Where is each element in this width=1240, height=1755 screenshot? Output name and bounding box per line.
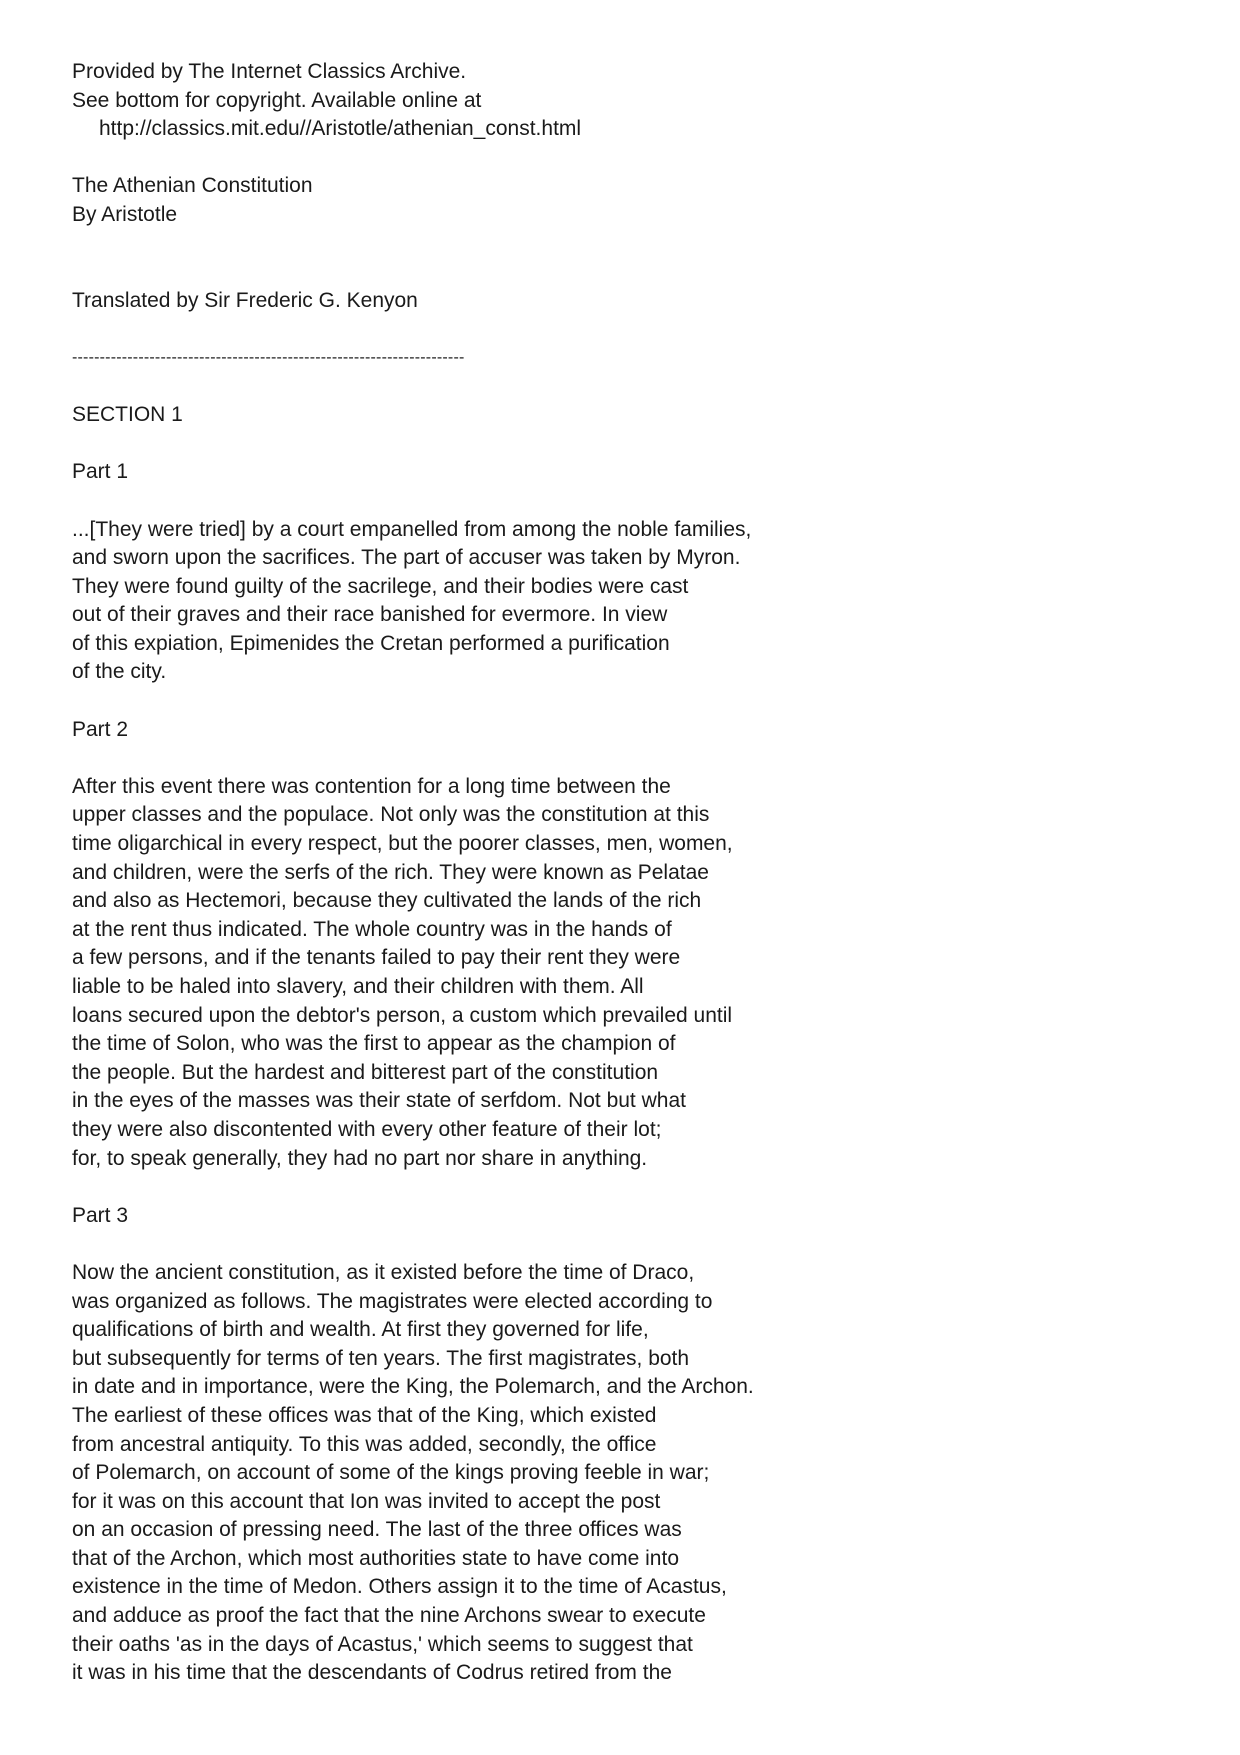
- paragraph-line: but subsequently for terms of ten years. The first magistrates, both: [72, 1346, 690, 1370]
- part-2-paragraph: [72, 773, 1192, 1173]
- spacer: [72, 1173, 1192, 1202]
- spacer: [72, 315, 1192, 344]
- spacer: [72, 687, 1192, 716]
- spacer: [72, 144, 1192, 173]
- paragraph-line: for it was on this account that Ion was invited to accept the post: [72, 1489, 661, 1513]
- paragraph-line: their oaths 'as in the days of Acastus,' which seems to suggest that: [72, 1632, 693, 1656]
- section-heading: SECTION 1: [72, 403, 183, 427]
- paragraph-line: and children, were the serfs of the rich. They were known as Pelatae: [72, 860, 709, 884]
- paragraph-line: ...[They were tried] by a court empanelled from among the noble families,: [72, 517, 752, 541]
- part-heading: Part 1: [72, 460, 129, 484]
- paragraph-line: on an occasion of pressing need. The last of the three offices was: [72, 1518, 682, 1542]
- paragraph-line: existence in the time of Medon. Others assign it to the time of Acastus,: [72, 1575, 727, 1599]
- paragraph-line: in the eyes of the masses was their state of serfdom. Not but what: [72, 1089, 686, 1113]
- document-page: [72, 58, 1192, 1688]
- paragraph-line: qualifications of birth and wealth. At first they governed for life,: [72, 1318, 649, 1342]
- spacer: [72, 1230, 1192, 1259]
- paragraph-line: at the rent thus indicated. The whole country was in the hands of: [72, 917, 672, 941]
- paragraph-line: the people. But the hardest and bitterest part of the constitution: [72, 1060, 659, 1084]
- paragraph-line: loans secured upon the debtor's person, a custom which prevailed until: [72, 1003, 733, 1027]
- paragraph-line: it was in his time that the descendants of Codrus retired from the: [72, 1661, 672, 1685]
- paragraph-line: Now the ancient constitution, as it existed before the time of Draco,: [72, 1260, 695, 1284]
- source-url[interactable]: http://classics.mit.edu//Aristotle/athenian_const.html: [99, 117, 582, 141]
- paragraph-line: The earliest of these offices was that of the King, which existed: [72, 1403, 657, 1427]
- paragraph-line: and adduce as proof the fact that the nine Archons swear to execute: [72, 1604, 706, 1628]
- part-heading: Part 2: [72, 717, 129, 741]
- paragraph-line: out of their graves and their race banished for evermore. In view: [72, 603, 668, 627]
- paragraph-line: a few persons, and if the tenants failed to pay their rent they were: [72, 946, 681, 970]
- paragraph-line: was organized as follows. The magistrates were elected according to: [72, 1289, 713, 1313]
- paragraph-line: After this event there was contention for a long time between the: [72, 774, 671, 798]
- paragraph-line: for, to speak generally, they had no part nor share in anything.: [72, 1146, 648, 1170]
- paragraph-line: time oligarchical in every respect, but the poorer classes, men, women,: [72, 832, 733, 856]
- part-1-paragraph: [72, 516, 1192, 688]
- paragraph-line: they were also discontented with every other feature of their lot;: [72, 1117, 662, 1141]
- paragraph-line: of this expiation, Epimenides the Cretan performed a purification: [72, 631, 670, 655]
- copyright-note-line: See bottom for copyright. Available online at: [72, 88, 482, 112]
- paragraph-line: the time of Solon, who was the first to appear as the champion of: [72, 1032, 676, 1056]
- spacer: [72, 373, 1192, 402]
- paragraph-line: in date and in importance, were the King, the Polemarch, and the Archon.: [72, 1375, 754, 1399]
- spacer: [72, 487, 1192, 516]
- paragraph-line: from ancestral antiquity. To this was added, secondly, the office: [72, 1432, 657, 1456]
- separator-rule: -----------------------------------------------------------------------: [72, 348, 465, 366]
- paragraph-line: and also as Hectemori, because they cultivated the lands of the rich: [72, 889, 702, 913]
- translator-line: Translated by Sir Frederic G. Kenyon: [72, 288, 418, 312]
- paragraph-line: that of the Archon, which most authorities state to have come into: [72, 1546, 680, 1570]
- paragraph-line: of Polemarch, on account of some of the kings proving feeble in war;: [72, 1461, 710, 1485]
- paragraph-line: and sworn upon the sacrifices. The part of accuser was taken by Myron.: [72, 546, 741, 570]
- spacer: [72, 230, 1192, 287]
- paragraph-line: upper classes and the populace. Not only was the constitution at this: [72, 803, 710, 827]
- spacer: [72, 430, 1192, 459]
- paragraph-line: They were found guilty of the sacrilege, and their bodies were cast: [72, 574, 689, 598]
- part-heading: Part 3: [72, 1203, 129, 1227]
- paragraph-line: liable to be haled into slavery, and their children with them. All: [72, 975, 644, 998]
- part-3-paragraph: [72, 1259, 1192, 1688]
- work-title: The Athenian Constitution: [72, 174, 313, 198]
- paragraph-line: of the city.: [72, 660, 167, 684]
- author-line: By Aristotle: [72, 202, 178, 226]
- spacer: [72, 744, 1192, 773]
- provided-by-line: Provided by The Internet Classics Archive.: [72, 60, 467, 83]
